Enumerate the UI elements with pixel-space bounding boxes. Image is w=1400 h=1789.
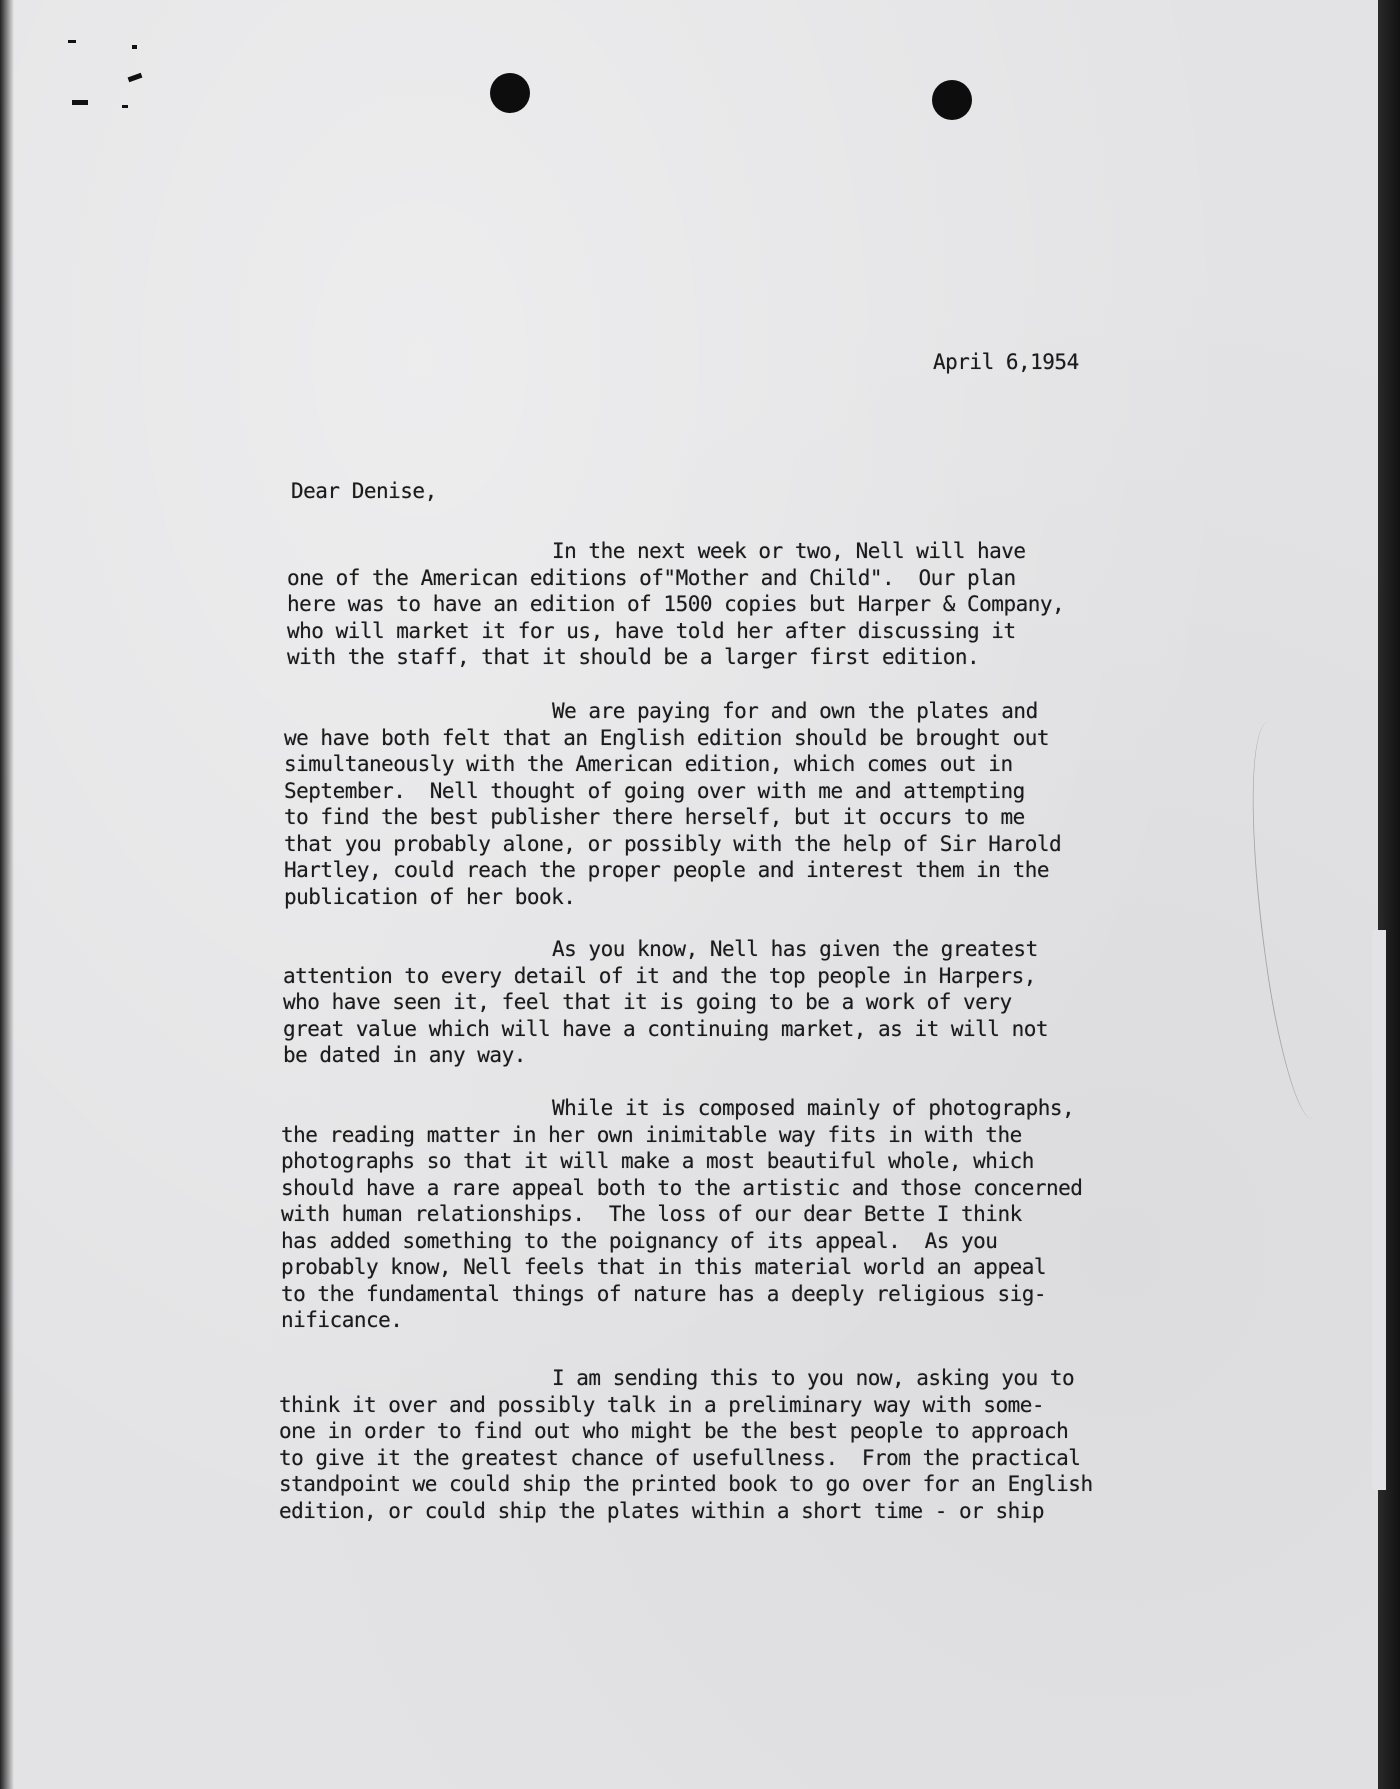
paragraph-line: to find the best publisher there herself, but it occurs to me: [284, 805, 1025, 829]
paragraph-line: to the fundamental things of nature has a deeply religious sig-: [281, 1281, 1047, 1306]
paragraph-line: Hartley, could reach the proper people and interest them in the: [284, 858, 1050, 882]
ink-mark: [122, 105, 128, 108]
paragraph-line: photographs so that it will make a most beautiful whole, which: [281, 1149, 1034, 1173]
paragraph-line: that you probably alone, or possibly with the help of Sir Harold: [284, 831, 1062, 856]
paragraph-line: edition, or could ship the plates within a short time - or ship: [279, 1498, 1045, 1523]
paragraph-first-line: I am sending this to you now, asking you to: [552, 1366, 1075, 1390]
paragraph-line: nificance.: [281, 1308, 403, 1332]
punch-hole-right: [932, 80, 972, 120]
paragraph-line: should have a rare appeal both to the artistic and those concerned: [281, 1175, 1083, 1200]
paragraph-line: has added something to the poignancy of its appeal. As you: [281, 1228, 998, 1253]
paragraph-first-line: In the next week or two, Nell will have: [552, 539, 1026, 563]
paragraph-line: be dated in any way.: [283, 1043, 526, 1067]
paragraph-line: think it over and possibly talk in a preliminary way with some-: [279, 1392, 1045, 1417]
ink-mark: [68, 40, 76, 43]
paragraph-line: publication of her book.: [284, 884, 576, 909]
letter-date: April 6,1954: [933, 350, 1079, 374]
paragraph-first-line: While it is composed mainly of photographs,: [552, 1096, 1075, 1120]
letter-salutation: Dear Denise,: [291, 479, 437, 503]
paragraph-line: September. Nell thought of going over with me and attempting: [284, 778, 1025, 803]
paragraph-line: one of the American editions of"Mother and Child". Our plan: [287, 565, 1016, 590]
paragraph-line: one in order to find out who might be the best people to approach: [279, 1419, 1069, 1443]
paper-edge-notch: [1372, 930, 1386, 1490]
paragraph-line: who will market it for us, have told her after discussing it: [287, 618, 1016, 643]
paragraph-first-line: We are paying for and own the plates and: [552, 699, 1038, 723]
ink-mark: [72, 100, 88, 105]
paragraph-line: we have both felt that an English edition should be brought out: [284, 725, 1050, 750]
paragraph-line: to give it the greatest chance of usefullness. From the practical: [279, 1445, 1081, 1470]
paragraph-line: with human relationships. The loss of our dear Bette I think: [281, 1202, 1022, 1226]
paragraph-line: here was to have an edition of 1500 copies but Harper & Company,: [287, 592, 1065, 616]
paragraph-line: the reading matter in her own inimitable way fits in with the: [281, 1122, 1022, 1147]
paragraph-line: standpoint we could ship the printed book to go over for an English: [279, 1472, 1093, 1496]
paragraph-line: who have seen it, feel that it is going to be a work of very: [283, 990, 1012, 1014]
ink-mark: [128, 73, 143, 82]
scan-edge-left: [0, 0, 14, 1789]
paragraph-first-line: As you know, Nell has given the greatest: [552, 937, 1038, 961]
paragraph-line: attention to every detail of it and the top people in Harpers,: [283, 963, 1036, 988]
paragraph-line: great value which will have a continuing market, as it will not: [283, 1016, 1049, 1041]
paper-crease: [1232, 718, 1348, 1123]
paragraph-line: probably know, Nell feels that in this material world an appeal: [281, 1255, 1047, 1279]
punch-hole-left: [490, 73, 530, 113]
scan-edge-right: [1378, 0, 1400, 1789]
paragraph-line: with the staff, that it should be a larger first edition.: [287, 645, 980, 669]
ink-mark: [132, 45, 137, 49]
paragraph-line: simultaneously with the American edition, which comes out in: [284, 752, 1013, 776]
